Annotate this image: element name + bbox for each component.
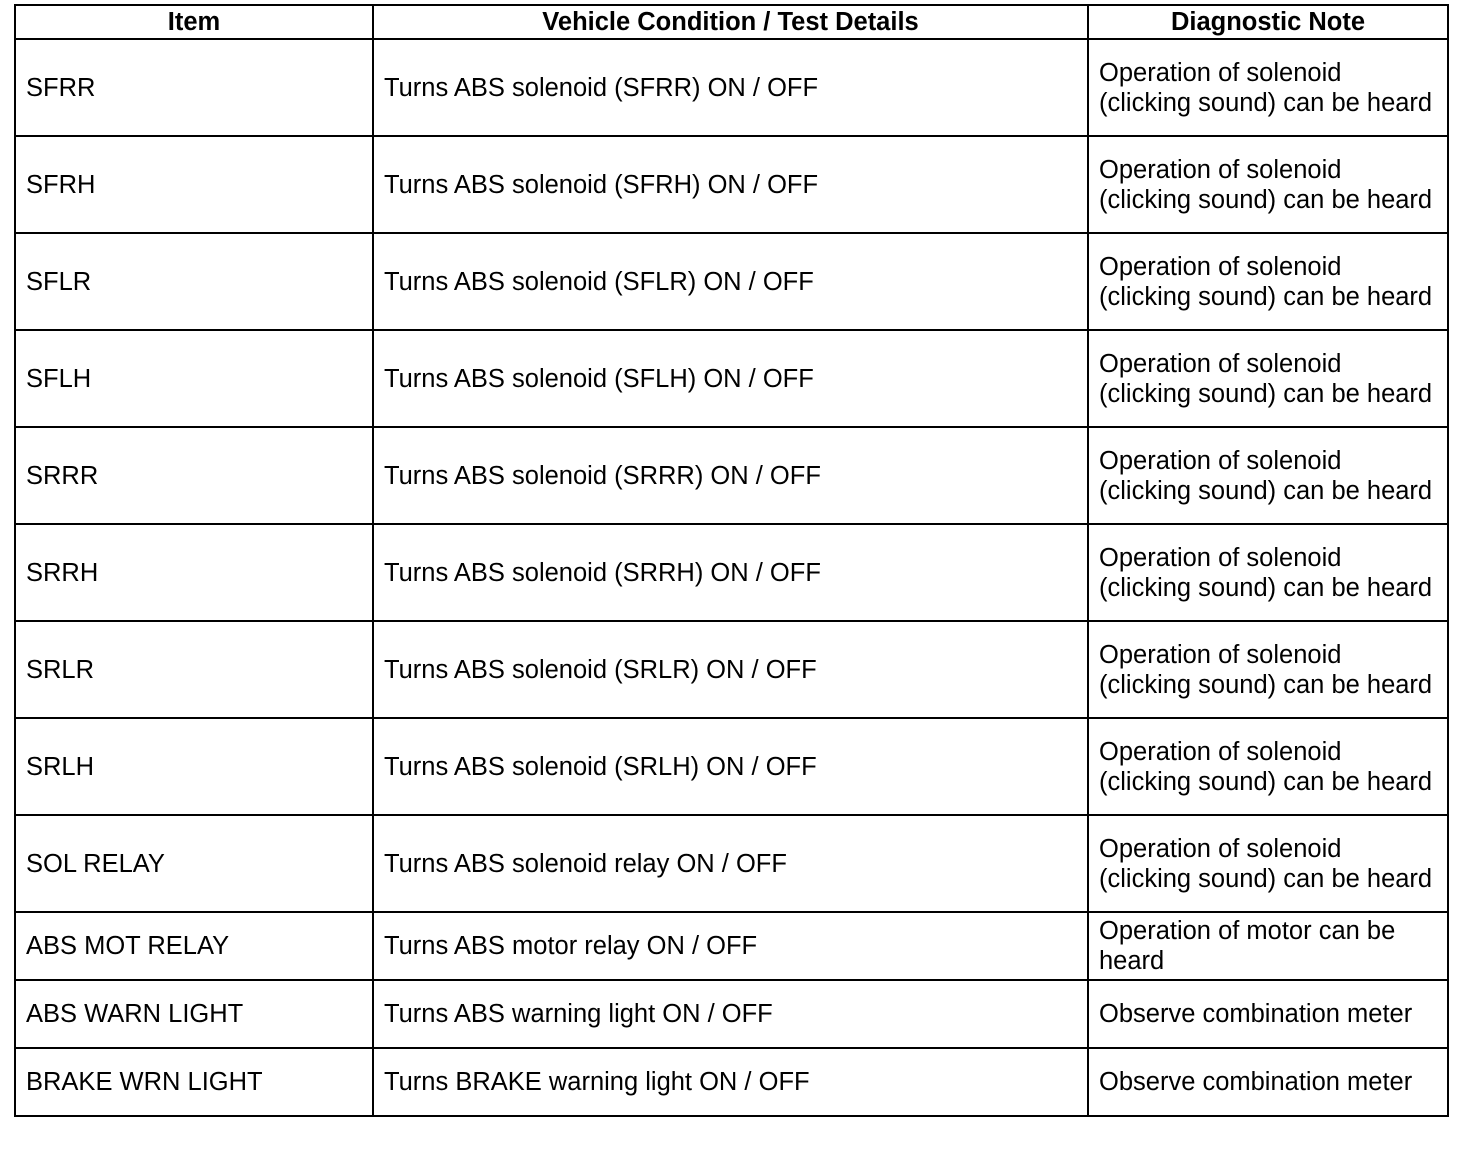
- column-header-condition: Vehicle Condition / Test Details: [373, 5, 1088, 39]
- table-row: [15, 136, 1448, 233]
- note-cell: Operation of solenoid (clicking sound) can be heard: [1088, 427, 1448, 524]
- table-row: [15, 39, 1448, 136]
- item-cell: SRLH: [15, 718, 373, 815]
- condition-cell: Turns ABS solenoid (SRLH) ON / OFF: [373, 718, 1088, 815]
- table-row: [15, 718, 1448, 815]
- note-cell: Operation of solenoid (clicking sound) can be heard: [1088, 718, 1448, 815]
- table-row: [15, 980, 1448, 1048]
- table-header-row: [15, 5, 1448, 39]
- item-cell: SRRR: [15, 427, 373, 524]
- condition-cell: Turns ABS solenoid (SFRH) ON / OFF: [373, 136, 1088, 233]
- item-cell: ABS MOT RELAY: [15, 912, 373, 980]
- note-cell: Operation of solenoid (clicking sound) can be heard: [1088, 524, 1448, 621]
- condition-cell: Turns ABS warning light ON / OFF: [373, 980, 1088, 1048]
- item-cell: SFRR: [15, 39, 373, 136]
- table-row: [15, 621, 1448, 718]
- condition-cell: Turns ABS solenoid (SRLR) ON / OFF: [373, 621, 1088, 718]
- table-row: [15, 330, 1448, 427]
- note-cell: Observe combination meter: [1088, 1048, 1448, 1116]
- item-cell: SFLH: [15, 330, 373, 427]
- item-cell: SOL RELAY: [15, 815, 373, 912]
- item-cell: SFRH: [15, 136, 373, 233]
- note-cell: Operation of motor can be heard: [1088, 912, 1448, 980]
- item-cell: SFLR: [15, 233, 373, 330]
- note-cell: Operation of solenoid (clicking sound) can be heard: [1088, 330, 1448, 427]
- column-header-item: Item: [15, 5, 373, 39]
- item-cell: SRRH: [15, 524, 373, 621]
- condition-cell: Turns ABS solenoid (SRRH) ON / OFF: [373, 524, 1088, 621]
- table-row: [15, 524, 1448, 621]
- table-row: [15, 912, 1448, 980]
- table-row: [15, 815, 1448, 912]
- condition-cell: Turns ABS solenoid (SFLH) ON / OFF: [373, 330, 1088, 427]
- column-header-note: Diagnostic Note: [1088, 5, 1448, 39]
- note-cell: Operation of solenoid (clicking sound) can be heard: [1088, 621, 1448, 718]
- condition-cell: Turns ABS solenoid (SRRR) ON / OFF: [373, 427, 1088, 524]
- condition-cell: Turns ABS solenoid (SFLR) ON / OFF: [373, 233, 1088, 330]
- item-cell: ABS WARN LIGHT: [15, 980, 373, 1048]
- note-cell: Observe combination meter: [1088, 980, 1448, 1048]
- condition-cell: Turns BRAKE warning light ON / OFF: [373, 1048, 1088, 1116]
- item-cell: SRLR: [15, 621, 373, 718]
- condition-cell: Turns ABS solenoid relay ON / OFF: [373, 815, 1088, 912]
- table-row: [15, 233, 1448, 330]
- table-row: [15, 1048, 1448, 1116]
- note-cell: Operation of solenoid (clicking sound) can be heard: [1088, 233, 1448, 330]
- condition-cell: Turns ABS motor relay ON / OFF: [373, 912, 1088, 980]
- condition-cell: Turns ABS solenoid (SFRR) ON / OFF: [373, 39, 1088, 136]
- table-row: [15, 427, 1448, 524]
- note-cell: Operation of solenoid (clicking sound) can be heard: [1088, 815, 1448, 912]
- item-cell: BRAKE WRN LIGHT: [15, 1048, 373, 1116]
- diagnostic-table: [14, 4, 1449, 1117]
- note-cell: Operation of solenoid (clicking sound) can be heard: [1088, 39, 1448, 136]
- note-cell: Operation of solenoid (clicking sound) can be heard: [1088, 136, 1448, 233]
